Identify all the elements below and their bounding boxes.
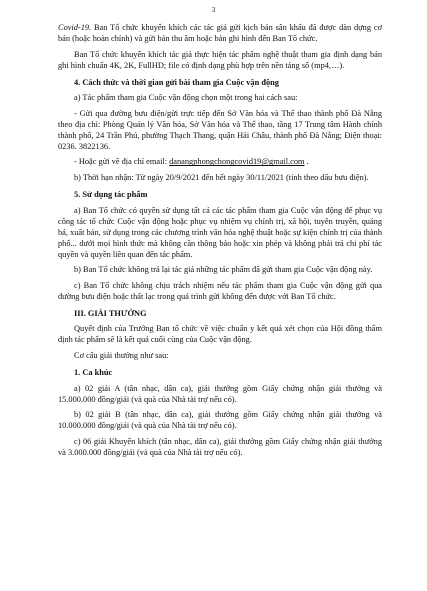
paragraph-submission-address: - Gửi qua đường bưu điện/gửi trực tiếp đến Sở Văn hóa và Thể thao thành phố Đà Nẵng theo địa chỉ: Phòng Quản lý Văn hóa, Sở Văn hóa và Thể thao, tầng 17 Trung tâm Hành chính thành phố, 24 Trần Phú, phường Thạch Thang, quận Hải Châu, thành phố Đà Nẵng; Điện thoại: 0236. 3822136.: [58, 108, 382, 151]
paragraph-award-c: c) 06 giải Khuyến khích (tân nhạc, dân ca), giải thưởng gồm Giấy chứng nhận giải thưởng và 3.000.000 đồng/giải (và quà của Nhà tài trợ nếu có).: [58, 436, 382, 457]
paragraph-covid: [58, 22, 382, 44]
paragraph-usage-b: b) Ban Tổ chức không trả lại tác giả những tác phẩm đã gửi tham gia Cuộc vận động này.: [74, 265, 373, 275]
heading-submission: 4. Cách thức và thời gian gửi bài tham gia Cuộc vận động: [74, 77, 279, 87]
email-suffix: .: [304, 157, 309, 167]
paragraph-video-format: Ban Tổ chức khuyến khích tác giả thực hiện tác phẩm nghệ thuật tham gia định dạng bản ghi hình chuẩn 4K, 2K, FullHD; file có định dạng phù hợp trên nền tảng số (mp4,…).: [58, 49, 382, 70]
paragraph-award-a: a) 02 giải A (tân nhạc, dân ca), giải thưởng gồm Giấy chứng nhận giải thưởng và 15.000.000 đồng/giải (và quà của Nhà tài trợ nếu có).: [58, 383, 382, 404]
page-number: 3: [211, 6, 216, 14]
paragraph-usage-c: c) Ban Tổ chức không chịu trách nhiệm nếu tác phẩm tham gia Cuộc vận động gửi qua đường bưu điện hoặc thất lạc trong quá trình gửi không đến được với Ban Tổ chức.: [58, 280, 382, 301]
email-link[interactable]: danangphongchongcovid19@gmail.com: [169, 157, 305, 167]
paragraph-submission-a: a) Tác phẩm tham gia Cuộc vận động chọn một trong hai cách sau:: [74, 93, 298, 103]
paragraph-awards-decision: Quyết định của Trưởng Ban tổ chức về việc chuẩn y kết quả xét chọn của Hội đồng thẩm định tác phẩm sẽ là kết quả cuối cùng của Cuộc vận động.: [58, 324, 382, 345]
covid-italic: Covid-19.: [58, 23, 92, 32]
heading-songs: 1. Ca khúc: [74, 367, 113, 377]
paragraph-awards-structure: Cơ cấu giải thưởng như sau:: [74, 350, 169, 360]
paragraph-covid-text: Ban Tổ chức khuyến khích các tác giả gửi kịch bản sân khấu đã được dàn dựng cơ bản (hoặc hoàn chỉnh) và gửi bản thu âm hoặc bản ghi hình đến Ban Tổ chức.: [58, 23, 382, 43]
paragraph-award-b: b) 02 giải B (tân nhạc, dân ca), giải thưởng gồm Giấy chứng nhận giải thưởng và 10.000.000 đồng/giải (và quà của Nhà tài trợ nếu có).: [58, 410, 382, 431]
paragraph-submission-email: [58, 156, 382, 167]
heading-awards: III. GIẢI THƯỞNG: [74, 308, 147, 318]
paragraph-usage-a: a) Ban Tổ chức có quyền sử dụng tất cả các tác phẩm tham gia Cuộc vận động để phục vụ công tác tổ chức Cuộc vận động hoặc phục vụ nhiệm vụ chính trị, xã hội, tuyên truyền, quảng bá, xuất bản, sử dụng trong các chương trình văn hóa nghệ thuật hoặc sự kiện chính trị của thành phố... dưới mọi hình thức mà không cần thông báo hoặc xin phép và không phải trả chi phí tác quyền và quyền liên quan đến tác phẩm.: [58, 205, 382, 259]
email-prefix: - Hoặc gửi về địa chỉ email:: [74, 157, 170, 167]
heading-usage: 5. Sử dụng tác phẩm: [74, 189, 148, 199]
document-body: [58, 22, 382, 462]
paragraph-submission-deadline: b) Thời hạn nhận: Từ ngày 20/9/2021 đến hết ngày 30/11/2021 (tính theo dấu bưu điện).: [74, 172, 369, 182]
